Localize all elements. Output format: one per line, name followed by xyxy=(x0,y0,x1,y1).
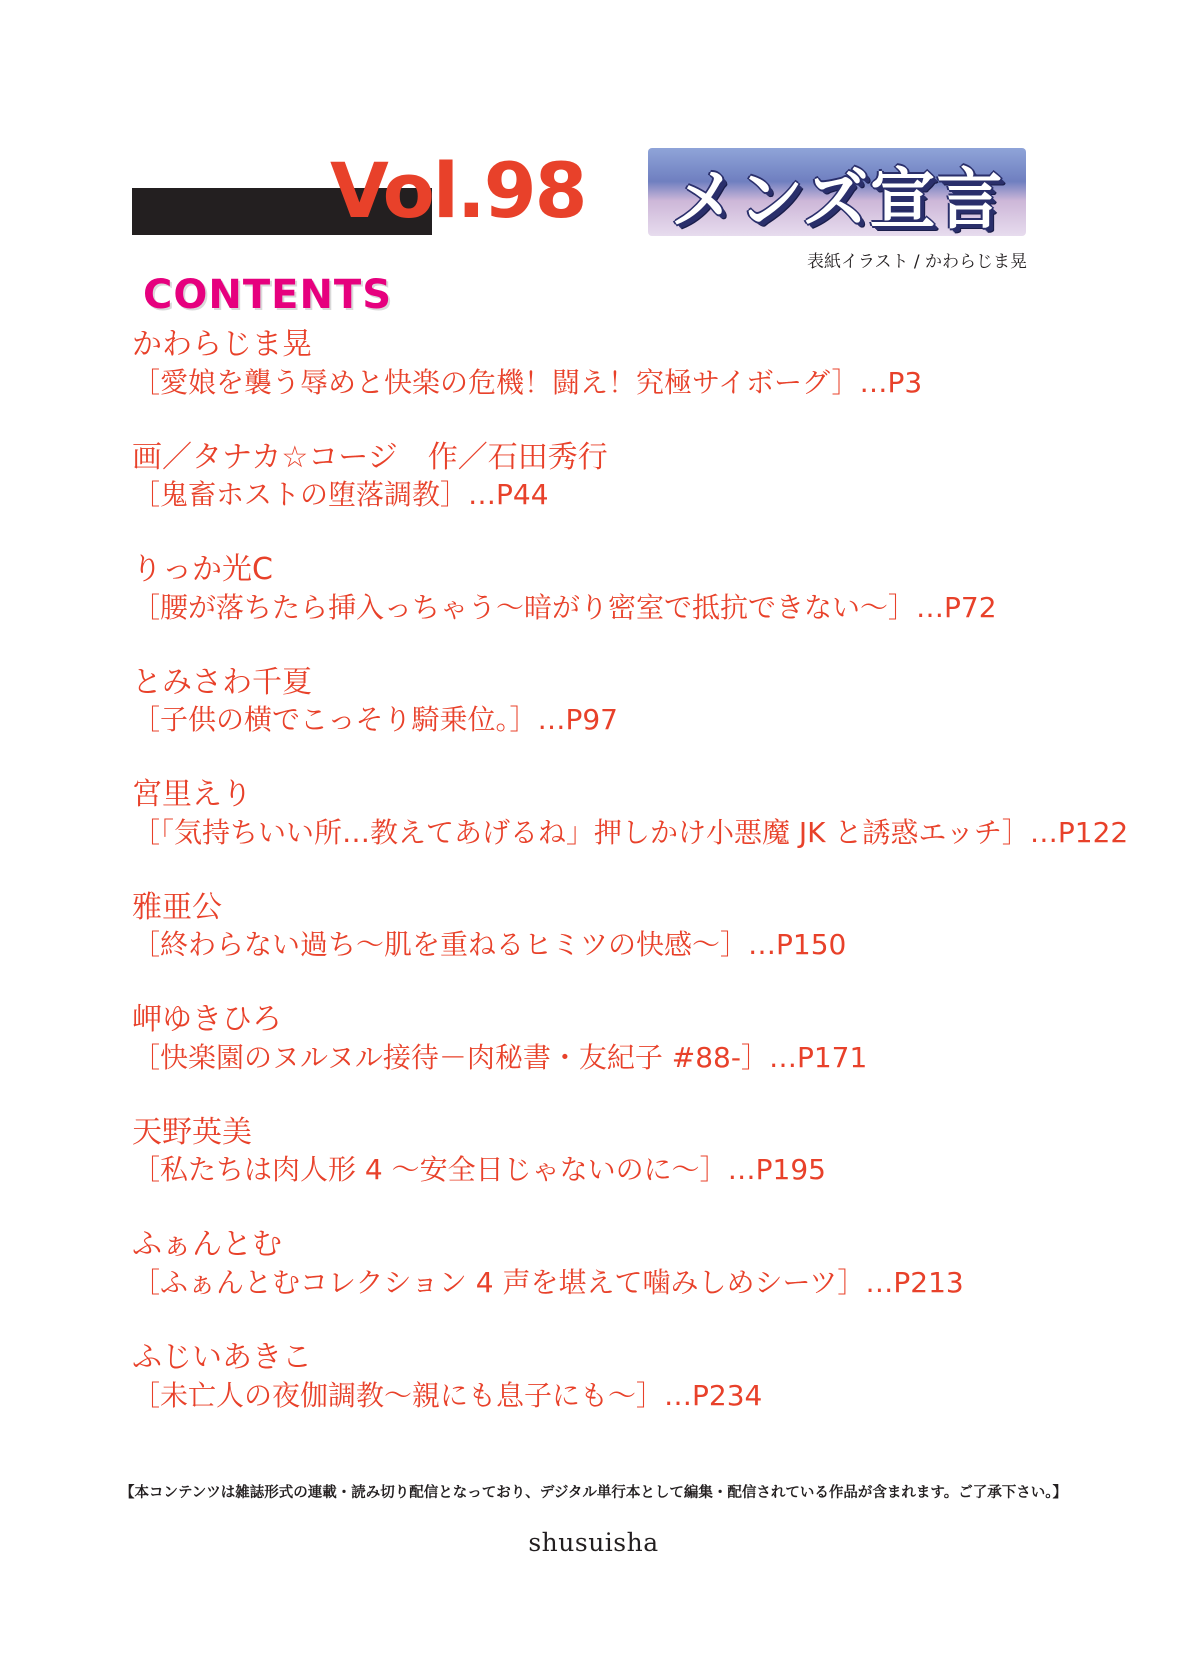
list-item xyxy=(132,325,1092,402)
list-item xyxy=(132,550,1092,627)
list-item xyxy=(132,888,1092,965)
entry-author: 岬ゆきひろ xyxy=(132,1002,282,1038)
cover-illustration-credit: 表紙イラスト / かわらじま晃 xyxy=(806,252,1027,272)
contents-list xyxy=(132,325,1129,1450)
list-item xyxy=(132,1113,1092,1190)
entry-author: 天野英美 xyxy=(132,1114,252,1150)
list-item xyxy=(132,1000,1092,1077)
list-item xyxy=(132,438,1092,515)
magazine-title xyxy=(648,145,1028,241)
entry-author: ふぁんとむ xyxy=(132,1227,282,1263)
entry-title: ［「気持ちいい所…教えてあげるね」押しかけ小悪魔 JK と誘惑エッチ］…P122 xyxy=(132,815,1129,849)
entry-author: かわらじま晃 xyxy=(132,327,312,362)
list-item xyxy=(132,1338,1092,1415)
entry-title: ［鬼畜ホストの堕落調教］…P44 xyxy=(132,478,549,512)
masthead xyxy=(0,145,1187,272)
entry-title: ［ふぁんとむコレクション 4 声を堪えて噛みしめシーツ］…P213 xyxy=(132,1265,964,1299)
entry-title: ［腰が落ちたら挿入っちゃう～暗がり密室で抵抗できない～］…P72 xyxy=(132,590,997,624)
entry-author: りっか光C xyxy=(132,552,273,588)
entry-title: ［未亡人の夜伽調教～親にも息子にも～］…P234 xyxy=(132,1378,763,1412)
page-title: CONTENTS xyxy=(143,272,393,318)
entry-title: ［愛娘を襲う辱めと快楽の危機！闘え！究極サイボーグ］…P3 xyxy=(132,365,923,399)
entry-author: ふじいあきこ xyxy=(132,1339,312,1375)
entry-author: 画／タナカ☆コージ 作／石田秀行 xyxy=(132,439,608,475)
entry-author: 宮里えり xyxy=(132,777,252,813)
volume-number: Vol.98 xyxy=(330,146,586,235)
list-item xyxy=(132,663,1092,740)
entry-author: 雅亜公 xyxy=(132,889,222,925)
entry-title: ［子供の横でこっそり騎乗位。］…P97 xyxy=(132,703,618,737)
publisher-logo: shusuisha xyxy=(528,1528,659,1557)
footer-disclaimer: 【本コンテンツは雑誌形式の連載・読み切り配信となっており、デジタル単行本として編集・配信されている作品が含まれます。ご了承下さい。】 xyxy=(120,1485,1067,1501)
entry-title: ［快楽園のヌルヌル接待－肉秘書・友紀子 #88-］…P171 xyxy=(132,1040,868,1074)
list-item xyxy=(132,775,1129,852)
magazine-title-text: メンズ宣言 xyxy=(670,160,1004,238)
entry-title: ［私たちは肉人形 4 ～安全日じゃないのに～］…P195 xyxy=(132,1153,826,1187)
entry-author: とみさわ千夏 xyxy=(132,664,312,700)
list-item xyxy=(132,1225,1092,1302)
entry-title: ［終わらない過ち～肌を重ねるヒミツの快感～］…P150 xyxy=(132,928,847,962)
